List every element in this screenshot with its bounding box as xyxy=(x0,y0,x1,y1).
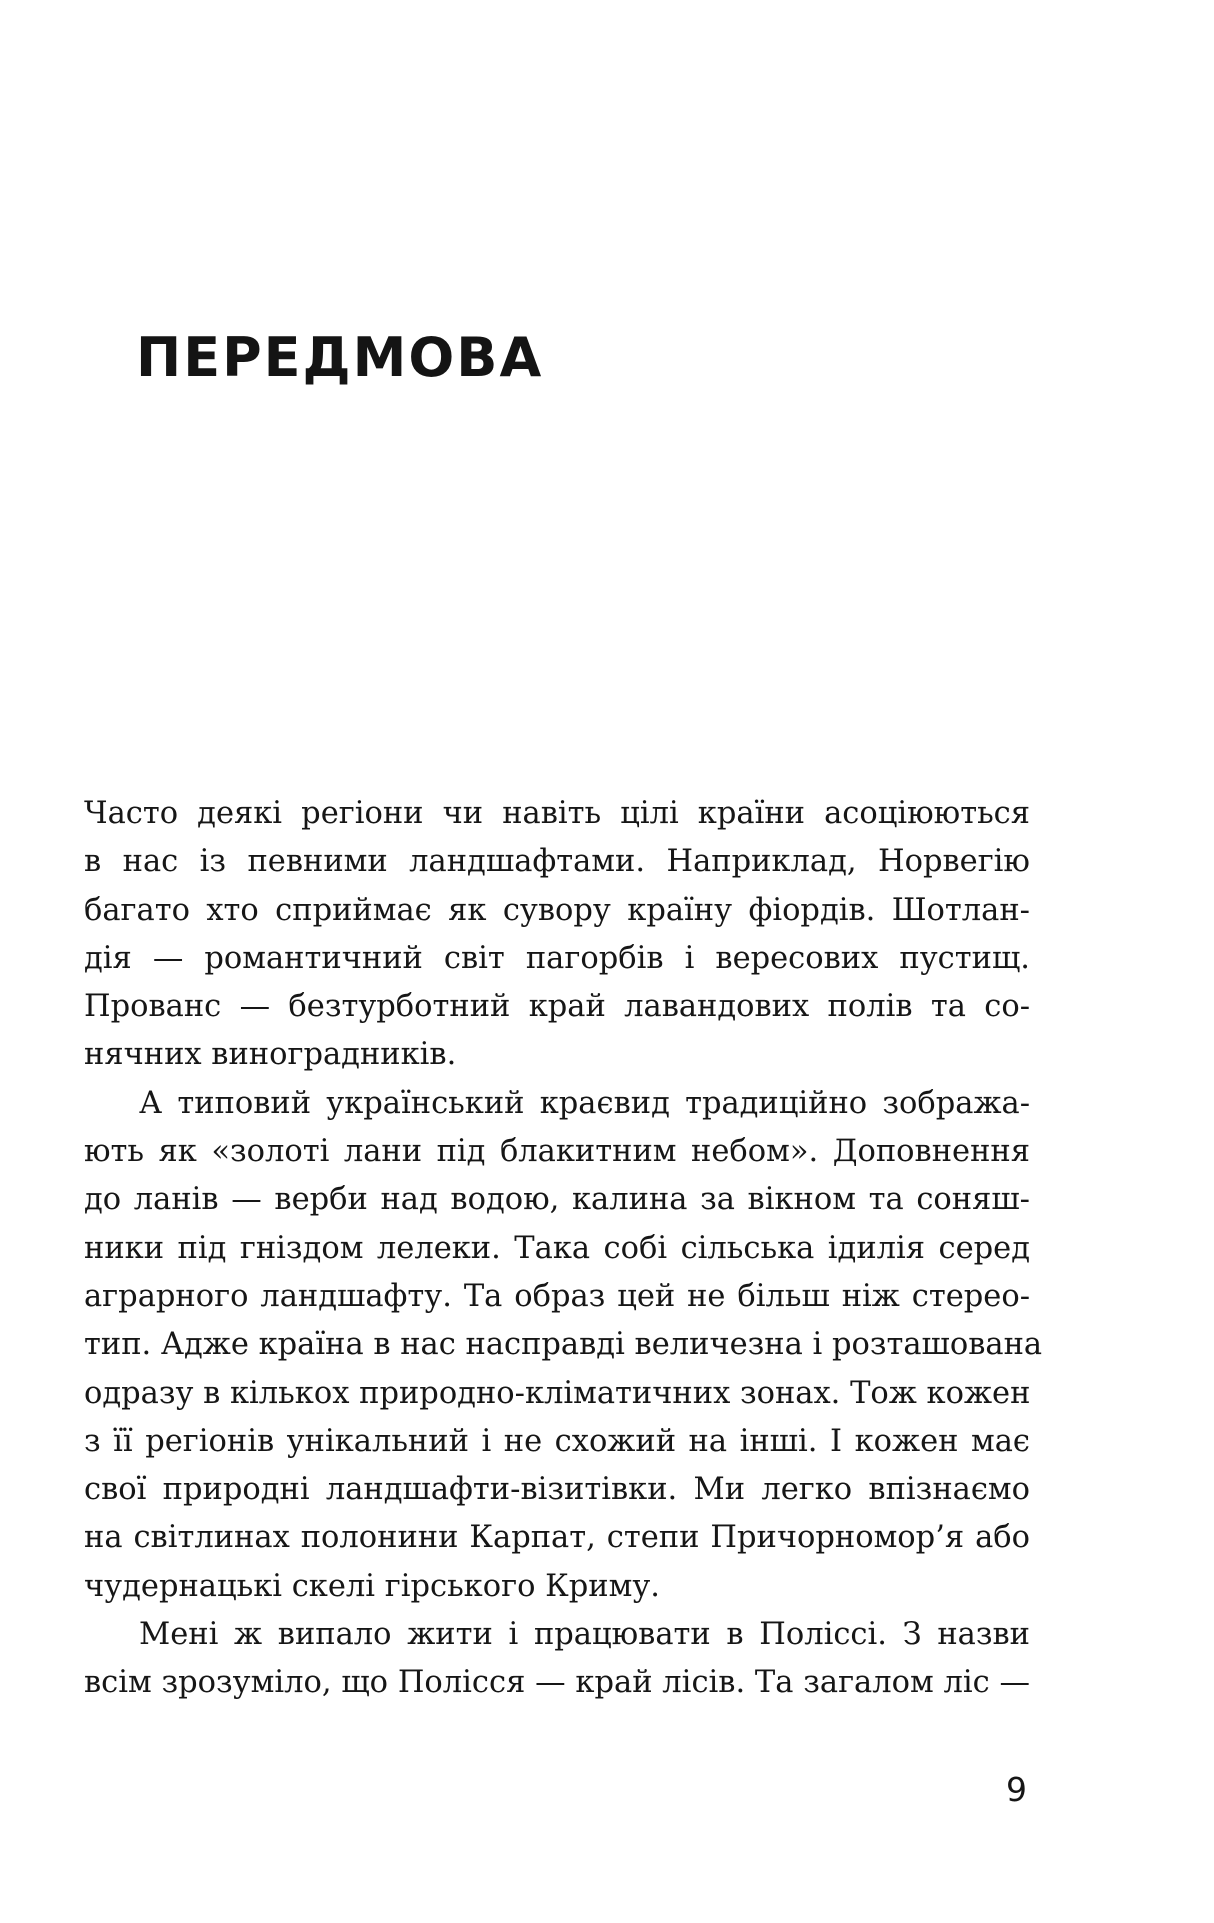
paragraph-2-line-4: ники під гніздом лелеки. Така собі сільська ідилія серед xyxy=(84,1230,1030,1266)
paragraph-1-line-6: нячних виноградників. xyxy=(84,1037,457,1073)
paragraph-2-line-5: аграрного ландшафту. Та образ цей не більш ніж стерео- xyxy=(84,1278,1030,1314)
paragraph-1-line-5: Прованс — безтурботний край лавандових полів та со- xyxy=(84,989,1030,1025)
paragraph-1-line-4: дія — романтичний світ пагорбів і вересових пустищ. xyxy=(84,940,1030,976)
paragraph-2-line-11: чудернацькі скелі гірського Криму. xyxy=(84,1568,660,1604)
paragraph-2-line-8: з її регіонів унікальний і не схожий на інші. І кожен має xyxy=(84,1423,1030,1459)
paragraph-2-line-3: до ланів — верби над водою, калина за вікном та соняш- xyxy=(84,1182,1030,1218)
paragraph-2-line-9: свої природні ландшафти-візитівки. Ми легко впізнаємо xyxy=(84,1472,1030,1508)
paragraph-3-line-1: Мені ж випало жити і працювати в Поліссі. З назви xyxy=(139,1617,1030,1653)
chapter-heading: ПЕРЕДМОВА xyxy=(136,326,544,389)
paragraph-1-line-2: в нас із певними ландшафтами. Наприклад, Норвегію xyxy=(84,844,1030,880)
paragraph-1-line-3: багато хто сприймає як сувору країну фіордів. Шотлан- xyxy=(84,892,1030,928)
paragraph-1-line-1: Часто деякі регіони чи навіть цілі країни асоціюються xyxy=(84,796,1030,831)
body-text xyxy=(84,790,1043,1708)
paragraph-2-line-6: тип. Адже країна в нас насправді величезна і розташована xyxy=(84,1327,1043,1363)
paragraph-3-line-2: всім зрозуміло, що Полісся — край лісів. Та загалом ліс — xyxy=(84,1665,1030,1701)
paragraph-2-line-10: на світлинах полонини Карпат, степи Причорномор’я або xyxy=(84,1520,1030,1556)
page-number: 9 xyxy=(1006,1770,1027,1809)
paragraph-2-line-2: ють як «золоті лани під блакитним небом». Доповнення xyxy=(84,1134,1030,1170)
paragraph-2-line-1: А типовий український краєвид традиційно зобража- xyxy=(139,1085,1030,1121)
paragraph-2-line-7: одразу в кількох природно-кліматичних зонах. Тож кожен xyxy=(84,1375,1031,1411)
